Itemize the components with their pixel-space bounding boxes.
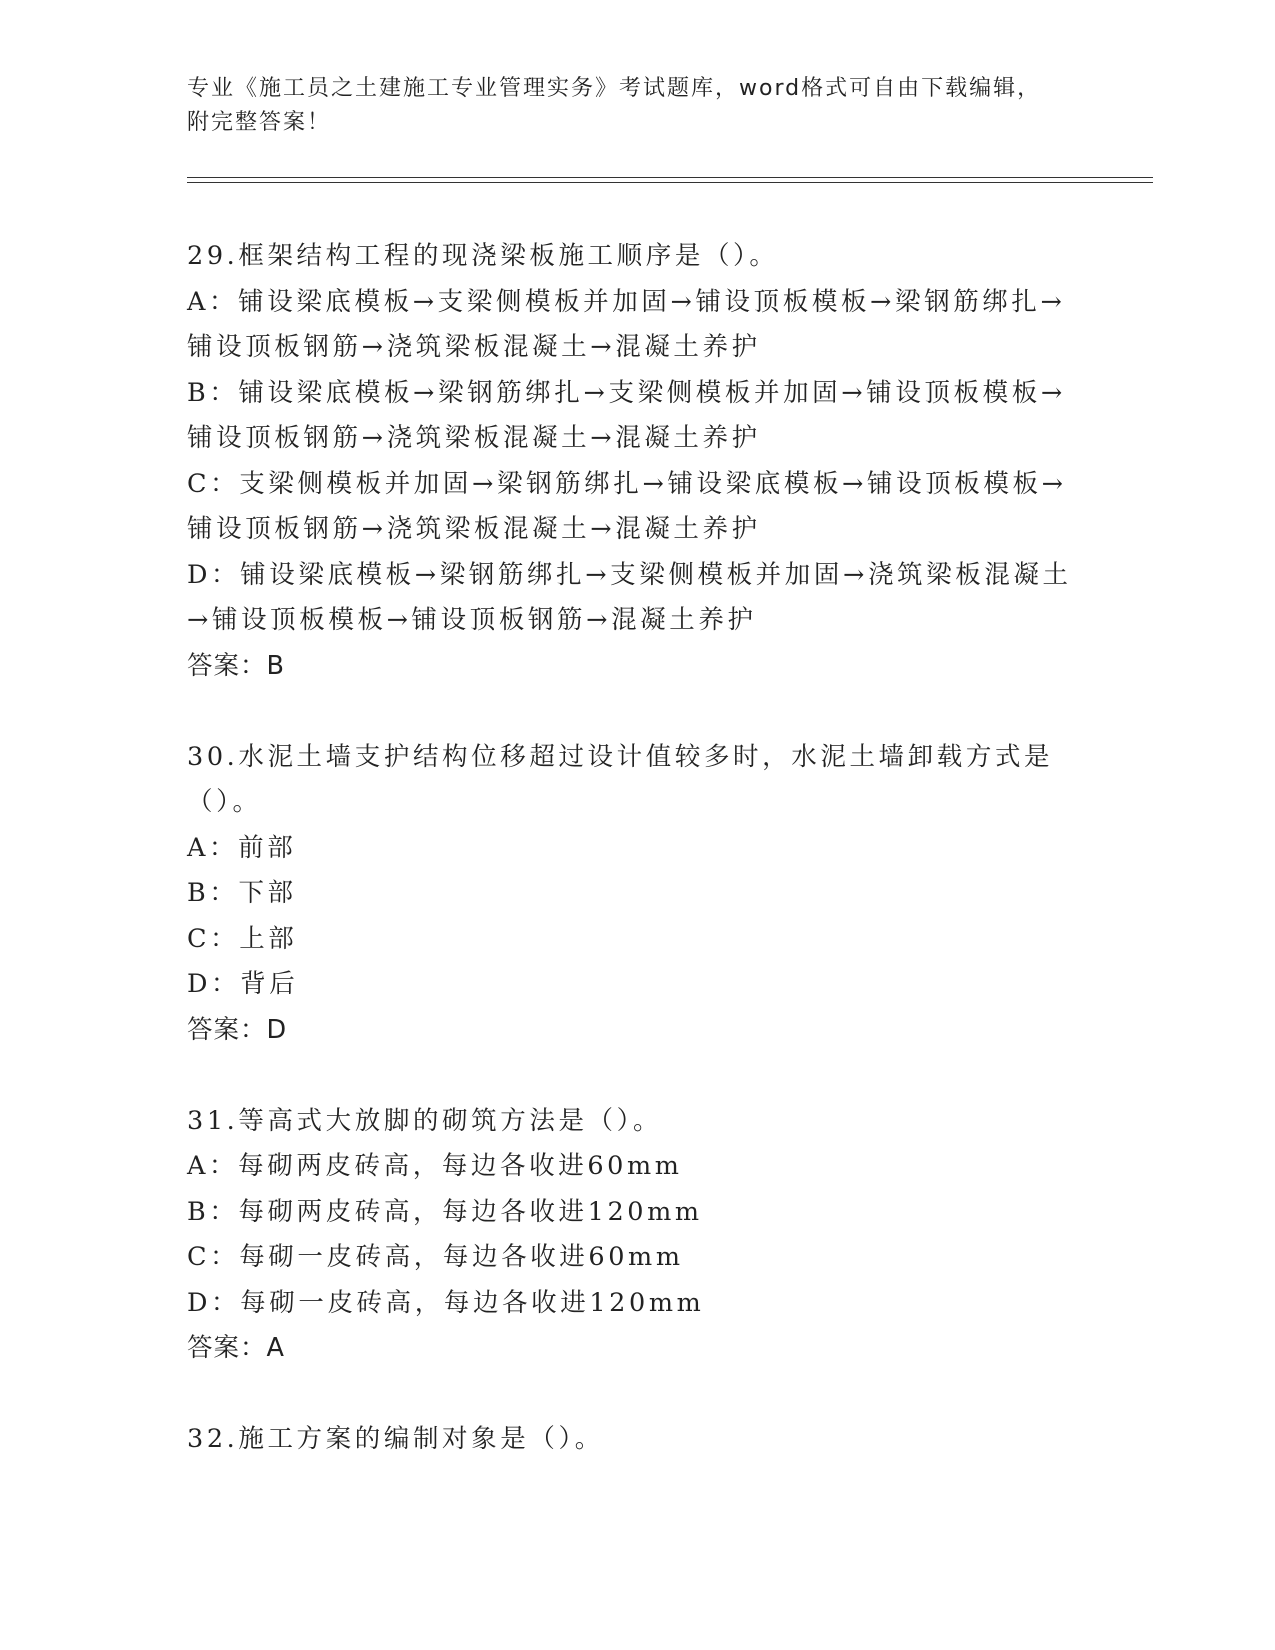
document-header: [187, 72, 1067, 140]
header-line-2: 附完整答案！: [187, 110, 332, 135]
option-b: B：下部: [187, 878, 297, 908]
option-c: C：上部: [187, 923, 298, 954]
header-divider-top: [187, 177, 1153, 178]
answer-text: 答案：A: [187, 1333, 285, 1363]
option-d: D：背后: [187, 969, 299, 999]
question-stem: 29.框架结构工程的现浇梁板施工顺序是（）。: [187, 241, 779, 271]
question-32: [187, 1417, 1087, 1463]
question-list: [187, 234, 1087, 1508]
header-line-1: 专业《施工员之土建施工专业管理实务》考试题库，word格式可自由下载编辑，: [187, 76, 1042, 101]
option-a: A：前部: [187, 832, 297, 863]
option-c: C：支梁侧模板并加固→梁钢筋绑扎→铺设梁底模板→铺设顶板模板→铺设顶板钢筋→浇筑梁板混凝土→混凝土养护: [187, 468, 1067, 544]
option-d: D：铺设梁底模板→梁钢筋绑扎→支梁侧模板并加固→浇筑梁板混凝土→铺设顶板模板→铺设顶板钢筋→混凝土养护: [187, 559, 1072, 635]
option-b: B：每砌两皮砖高，每边各收进120mm: [187, 1196, 703, 1227]
question-stem: 30.水泥土墙支护结构位移超过设计值较多时，水泥土墙卸载方式是（）。: [187, 741, 1054, 817]
answer-text: 答案：B: [187, 650, 285, 681]
header-divider-bottom: [187, 182, 1153, 183]
option-b: B：铺设梁底模板→梁钢筋绑扎→支梁侧模板并加固→铺设顶板模板→铺设顶板钢筋→浇筑梁板混凝土→混凝土养护: [187, 377, 1066, 453]
option-a: A：铺设梁底模板→支梁侧模板并加固→铺设顶板模板→梁钢筋绑扎→铺设顶板钢筋→浇筑梁板混凝土→混凝土养护: [187, 286, 1066, 362]
question-31: [187, 1099, 1087, 1372]
option-a: A：每砌两皮砖高，每边各收进60mm: [187, 1151, 683, 1181]
question-stem: 31.等高式大放脚的砌筑方法是（）。: [187, 1105, 663, 1136]
question-29: [187, 234, 1087, 689]
question-30: [187, 735, 1087, 1054]
option-d: D：每砌一皮砖高，每边各收进120mm: [187, 1287, 705, 1318]
option-c: C：每砌一皮砖高，每边各收进60mm: [187, 1242, 684, 1272]
question-stem: 32.施工方案的编制对象是（）。: [187, 1424, 604, 1454]
answer-text: 答案：D: [187, 1014, 288, 1045]
